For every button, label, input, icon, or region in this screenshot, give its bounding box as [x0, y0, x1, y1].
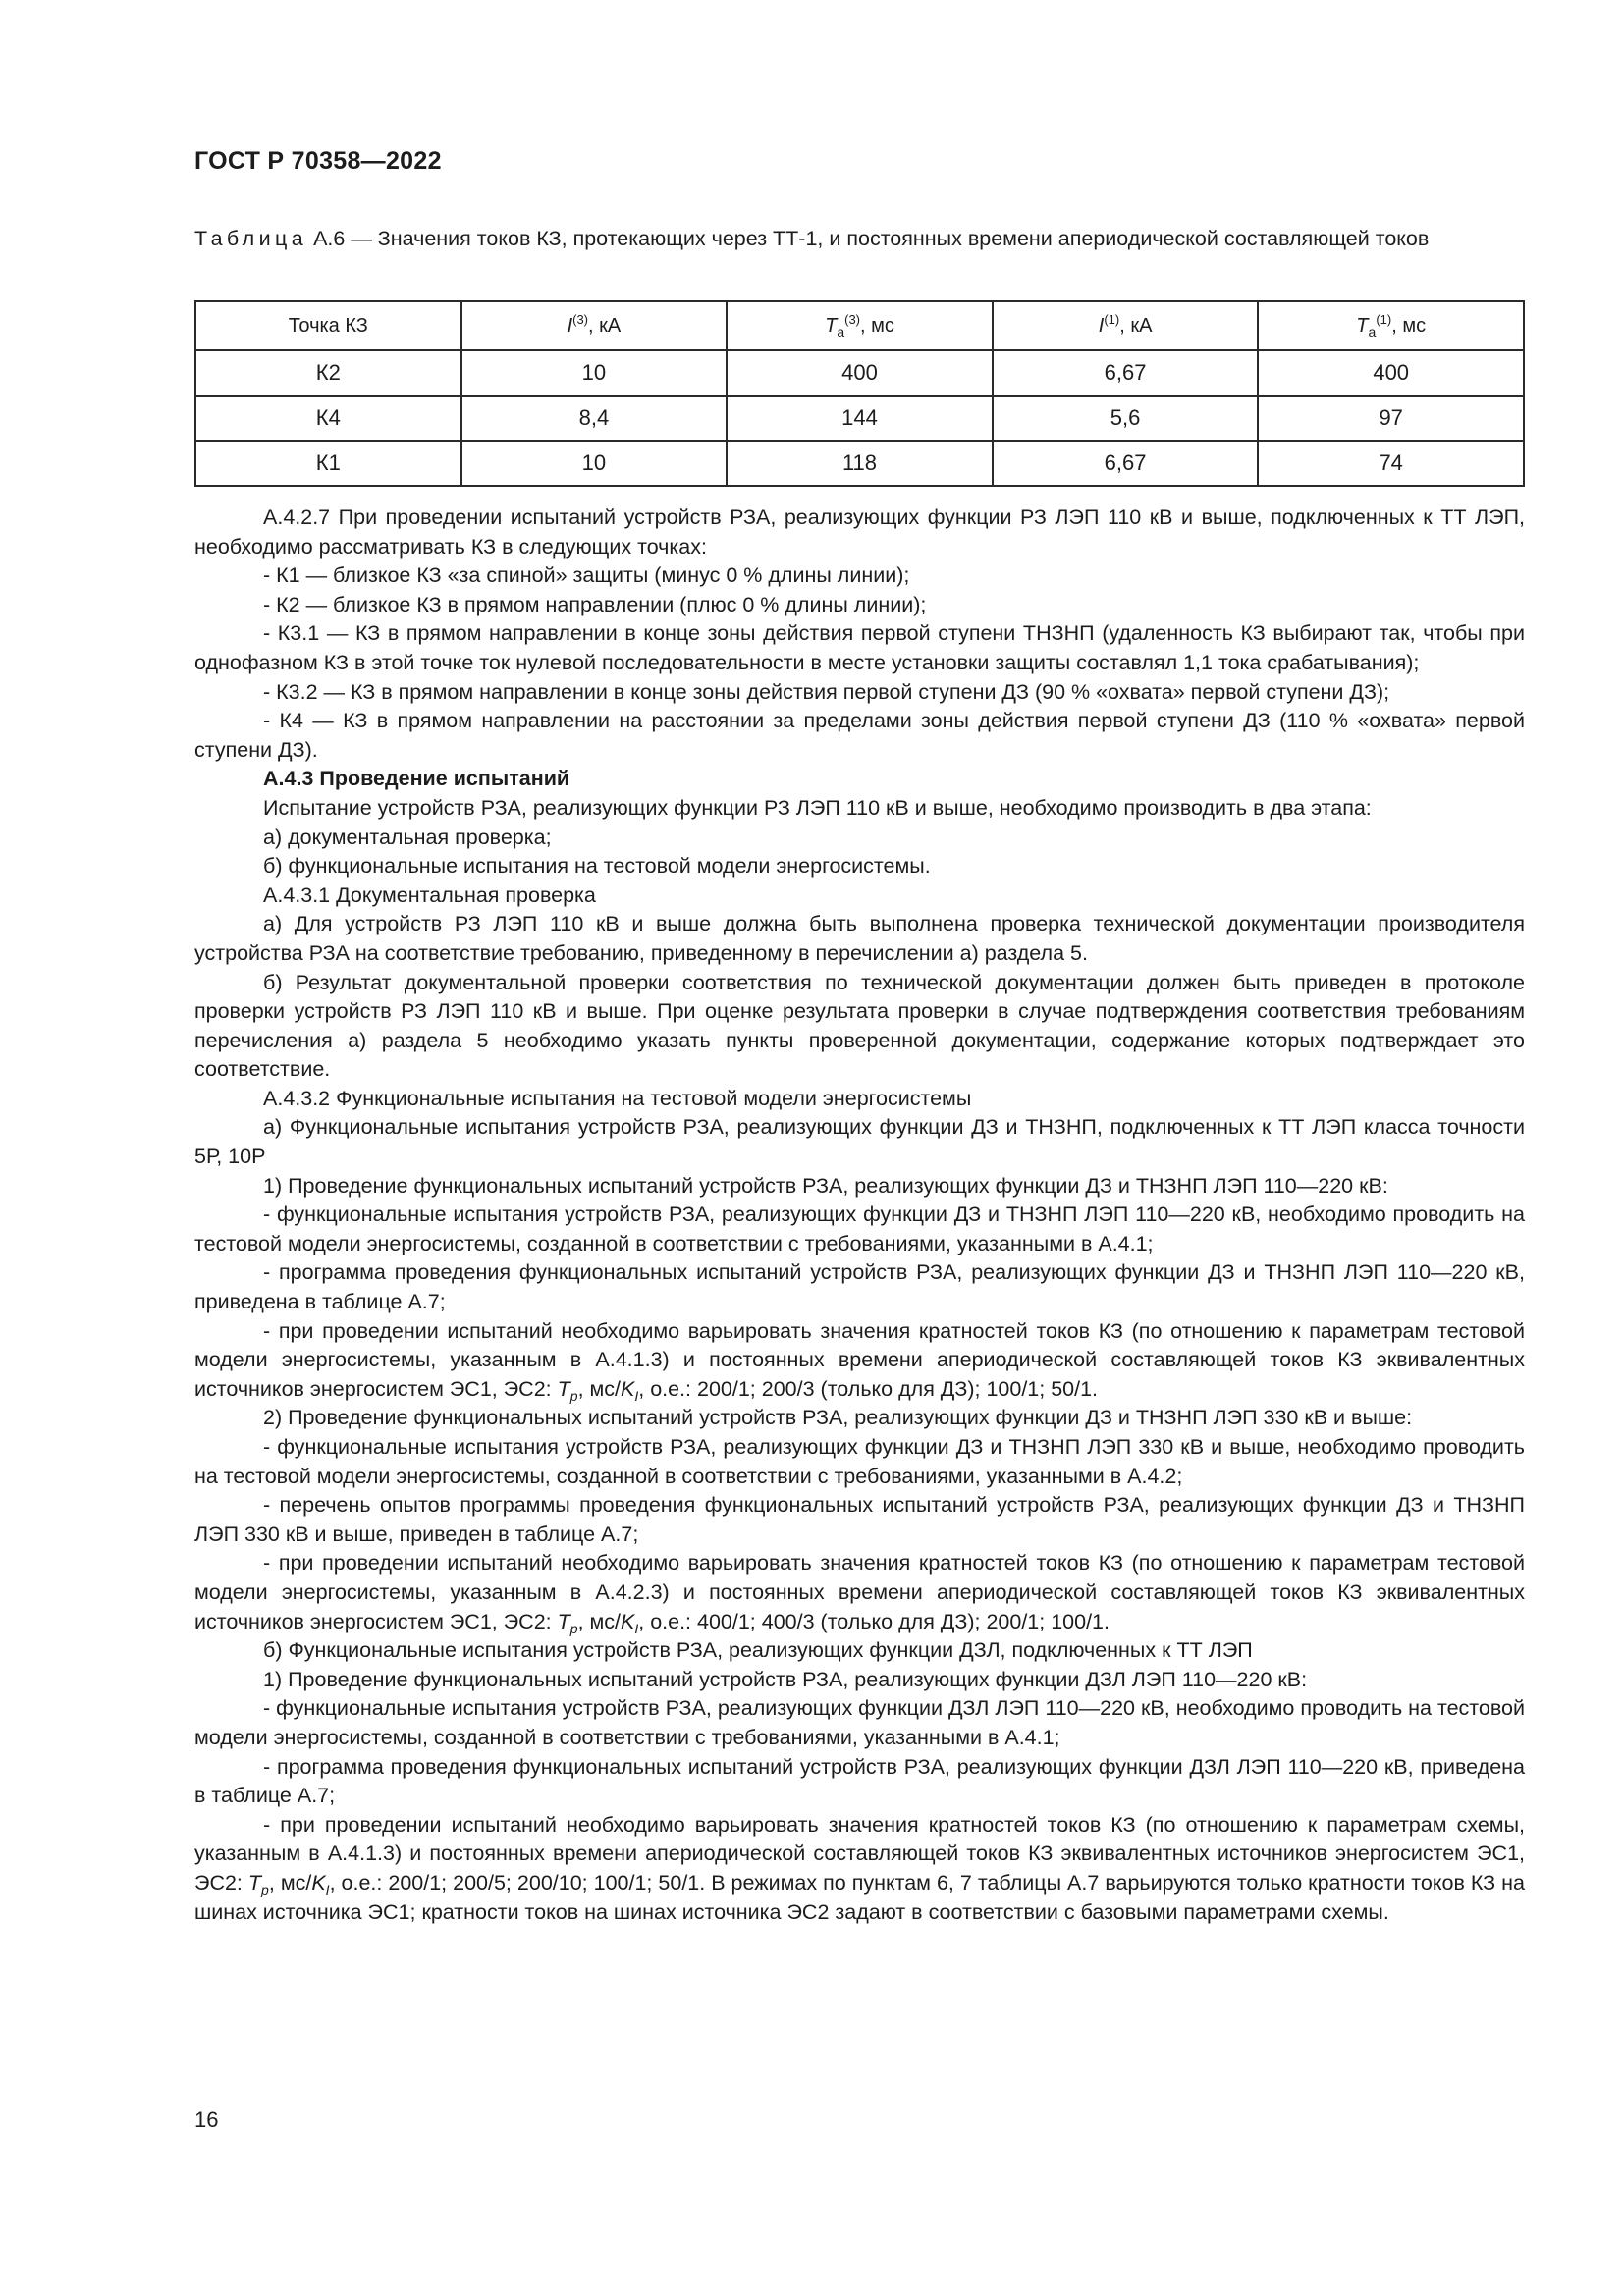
table-cell: 6,67 [993, 441, 1259, 486]
paragraph [194, 1549, 1525, 1636]
subscript-p: p [261, 1881, 269, 1897]
paragraph: А.4.3.2 Функциональные испытания на тестовой модели энергосистемы [263, 1086, 972, 1110]
table-caption-label: Таблица [194, 227, 308, 250]
paragraph: а) документальная проверка; [263, 825, 552, 849]
table-cell: 118 [727, 441, 993, 486]
header-unit: , кА [588, 314, 622, 337]
paragraph-text: , о.е.: 200/1; 200/3 (только для ДЗ); 100/1; 50/1. [638, 1376, 1099, 1401]
header-symbol: T [1356, 314, 1369, 337]
header-superscript: (3) [844, 311, 860, 327]
body-text [194, 504, 1525, 1927]
paragraph: - функциональные испытания устройств РЗА, реализующих функции ДЗЛ ЛЭП 110—220 кВ, необходимо проводить на тестовой модели энергосистемы, созданной в соответствии с требованиями, указанными в А.4.1; [194, 1696, 1525, 1749]
table-cell: 144 [727, 396, 993, 441]
paragraph: - функциональные испытания устройств РЗА, реализующих функции ДЗ и ТНЗНП ЛЭП 110—220 кВ, необходимо проводить на тестовой модели энергосистемы, созданной в соответствии с требованиями, указанными в А.4.1; [194, 1202, 1525, 1255]
paragraph: Испытание устройств РЗА, реализующих функции РЗ ЛЭП 110 кВ и выше, необходимо производить в два этапа: [263, 795, 1372, 820]
table-cell: 8,4 [461, 396, 728, 441]
paragraph-text: , мс/ [577, 1609, 622, 1633]
paragraph: 1) Проведение функциональных испытаний устройств РЗА, реализующих функции ДЗЛ ЛЭП 110—220 кВ: [263, 1667, 1308, 1691]
paragraph: - К4 — КЗ в прямом направлении на расстоянии за пределами зоны действия первой ступени ДЗ (110 % «охвата» первой ступени ДЗ). [194, 709, 1525, 762]
table-row [195, 396, 1524, 441]
table-cell: К1 [195, 441, 461, 486]
symbol-k: K [311, 1870, 326, 1895]
table-row [195, 441, 1524, 486]
header-superscript: (3) [572, 311, 589, 327]
table-header-row [195, 301, 1524, 350]
table-cell: 400 [727, 350, 993, 396]
header-unit: , мс [860, 314, 894, 337]
paragraph: - К3.1 — КЗ в прямом направлении в конце зоны действия первой ступени ТНЗНП (удаленность КЗ выбирают так, чтобы при однофазном КЗ в этой точке ток нулевой последовательности в месте установки защиты составлял 1,1 тока срабатывания); [194, 621, 1525, 674]
symbol-k: K [621, 1609, 635, 1633]
header-symbol: T [825, 314, 838, 337]
paragraph-text: - при проведении испытаний необходимо варьировать значения кратностей токов КЗ (по отношению к параметрам тестовой модели энергосистемы, указанным в А.4.2.3) и постоянных времени апериодической составляющей токов КЗ эквивалентных источников энергосистем ЭС1, ЭС2: [194, 1551, 1525, 1633]
header-symbol: I [567, 314, 573, 337]
header-unit: , кА [1119, 314, 1153, 337]
paragraph-text: , о.е.: 400/1; 400/3 (только для ДЗ); 200/1; 100/1. [638, 1609, 1110, 1633]
header-subscript: a [1368, 323, 1377, 340]
subscript-i: I [325, 1881, 330, 1897]
table-cell: 400 [1258, 350, 1524, 396]
section-heading: А.4.3 Проведение испытаний [263, 767, 570, 791]
table-cell: 10 [461, 350, 728, 396]
paragraph: - функциональные испытания устройств РЗА, реализующих функции ДЗ и ТНЗНП ЛЭП 330 кВ и выше, необходимо проводить на тестовой модели энергосистемы, созданной в соответствии с требованиями, указанными в А.4.2; [194, 1435, 1525, 1488]
table-cell: 10 [461, 441, 728, 486]
table-header-cell [993, 301, 1259, 350]
symbol-t: T [557, 1609, 570, 1633]
table-cell: 97 [1258, 396, 1524, 441]
paragraph-text: - при проведении испытаний необходимо варьировать значения кратностей токов КЗ (по отношению к параметрам схемы, указанным в А.4.1.3) и постоянных времени апериодической составляющей токов КЗ эквивалентных источников энергосистем ЭС1, ЭС2: [194, 1812, 1525, 1895]
table-cell: К2 [195, 350, 461, 396]
table-caption-text: А.6 — Значения токов КЗ, протекающих через ТТ-1, и постоянных времени апериодической составляющей токов [307, 227, 1430, 250]
table-header-cell [727, 301, 993, 350]
paragraph: а) Для устройств РЗ ЛЭП 110 кВ и выше должна быть выполнена проверка технической документации производителя устройства РЗА на соответствие требованию, приведенному в перечислении а) раздела 5. [194, 912, 1525, 965]
paragraph-text: - при проведении испытаний необходимо варьировать значения кратностей токов КЗ (по отношению к параметрам тестовой модели энергосистемы, указанным в А.4.1.3) и постоянных времени апериодической составляющей токов КЗ эквивалентных источников энергосистем ЭС1, ЭС2: [194, 1318, 1525, 1401]
paragraph: - К1 — близкое КЗ «за спиной» защиты (минус 0 % длины линии); [263, 563, 910, 588]
paragraph [194, 1811, 1525, 1927]
paragraph: 1) Проведение функциональных испытаний устройств РЗА, реализующих функции ДЗ и ТНЗНП ЛЭП 110—220 кВ: [263, 1173, 1388, 1198]
symbol-t: T [557, 1376, 570, 1401]
paragraph-text: , о.е.: 200/1; 200/5; 200/10; 100/1; 50/1. В режимах по пунктам 6, 7 таблицы А.7 варьируются только кратности токов КЗ на шинах источника ЭС1; кратности токов на шинах источника ЭС2 задают в соответствии с базовыми параметрами схемы. [194, 1870, 1525, 1924]
header-symbol: Точка КЗ [288, 314, 368, 337]
paragraph: - К2 — близкое КЗ в прямом направлении (плюс 0 % длины линии); [263, 592, 927, 616]
header-superscript: (1) [1104, 311, 1120, 327]
symbol-t: T [247, 1870, 262, 1895]
page-number: 16 [194, 2108, 219, 2132]
paragraph: б) Результат документальной проверки соответствия по технической документации должен быть приведен в протоколе проверки устройств РЗ ЛЭП 110 кВ и выше. При оценке результата проверки в случае подтверждения соответствия требованиям перечисления а) раздела 5 необходимо указать пункты проверенной документации, содержание которых подтверждает это соответствие. [194, 970, 1525, 1082]
table-cell: К4 [195, 396, 461, 441]
symbol-k: K [621, 1376, 635, 1401]
paragraph: б) Функциональные испытания устройств РЗА, реализующих функции ДЗЛ, подключенных к ТТ ЛЭП [263, 1638, 1253, 1663]
header-symbol: I [1098, 314, 1105, 337]
paragraph: а) Функциональные испытания устройств РЗА, реализующих функции ДЗ и ТНЗНП, подключенных к ТТ ЛЭП класса точности 5Р, 10Р [194, 1115, 1525, 1169]
table-header-cell [195, 301, 461, 350]
paragraph: 2) Проведение функциональных испытаний устройств РЗА, реализующих функции ДЗ и ТНЗНП ЛЭП 330 кВ и выше: [263, 1406, 1413, 1430]
table-header-cell [461, 301, 728, 350]
fault-current-table [194, 300, 1525, 487]
header-unit: , мс [1391, 314, 1427, 337]
header-subscript: a [837, 323, 845, 340]
paragraph: А.4.3.1 Документальная проверка [263, 882, 596, 907]
document-code: ГОСТ Р 70358—2022 [194, 147, 442, 175]
paragraph [194, 1317, 1525, 1405]
paragraph: - программа проведения функциональных испытаний устройств РЗА, реализующих функции ДЗ и ТНЗНП ЛЭП 110—220 кВ, приведена в таблице А.7; [194, 1260, 1525, 1314]
paragraph: - программа проведения функциональных испытаний устройств РЗА, реализующих функции ДЗЛ ЛЭП 110—220 кВ, приведена в таблице А.7; [194, 1754, 1525, 1808]
paragraph: б) функциональные испытания на тестовой модели энергосистемы. [263, 854, 931, 879]
table-row [195, 350, 1524, 396]
paragraph: - перечень опытов программы проведения функциональных испытаний устройств РЗА, реализующих функции ДЗ и ТНЗНП ЛЭП 330 кВ и выше, приведен в таблице А.7; [194, 1493, 1525, 1546]
subscript-p: p [569, 1387, 578, 1404]
paragraph-text: , мс/ [268, 1870, 312, 1895]
subscript-i: I [634, 1387, 639, 1404]
table-header-cell [1258, 301, 1524, 350]
table-cell: 5,6 [993, 396, 1259, 441]
paragraph: - К3.2 — КЗ в прямом направлении в конце зоны действия первой ступени ДЗ (90 % «охвата» первой ступени ДЗ); [263, 679, 1390, 704]
subscript-i: I [634, 1620, 639, 1636]
header-superscript: (1) [1376, 311, 1392, 327]
table-caption [194, 224, 1525, 254]
paragraph-text: , мс/ [577, 1376, 622, 1401]
table-cell: 74 [1258, 441, 1524, 486]
paragraph: А.4.2.7 При проведении испытаний устройств РЗА, реализующих функции РЗ ЛЭП 110 кВ и выше, подключенных к ТТ ЛЭП, необходимо рассматривать КЗ в следующих точках: [194, 506, 1525, 559]
subscript-p: p [569, 1620, 578, 1636]
table-cell: 6,67 [993, 350, 1259, 396]
